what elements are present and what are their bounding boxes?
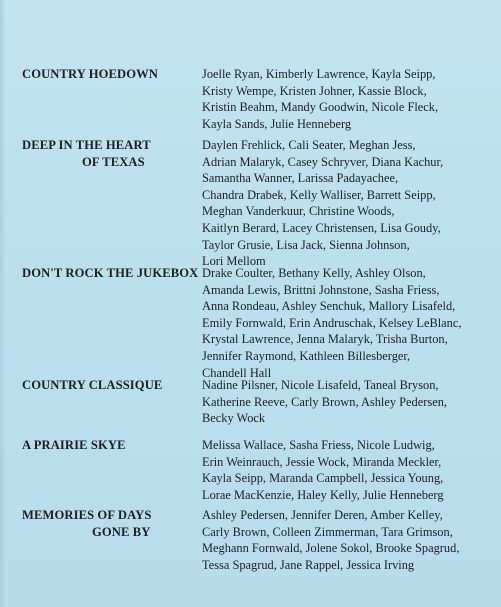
performer-line: Carly Brown, Colleen Zimmerman, Tara Grimson, xyxy=(202,524,453,539)
section-title-line: GONE BY xyxy=(92,525,151,539)
performer-line: Meghan Vanderkuur, Christine Woods, xyxy=(202,204,395,219)
performer-line: Melissa Wallace, Sasha Friess, Nicole Ludwig, xyxy=(202,438,435,452)
performer-line: Ashley Pedersen, Jennifer Deren, Amber Kelley, xyxy=(202,508,443,522)
performer-line: Emily Fornwald, Erin Andruschak, Kelsey LeBlanc, xyxy=(202,315,462,330)
performer-line: Jennifer Raymond, Kathleen Billesberger, xyxy=(202,348,411,363)
performer-line: Meghann Fornwald, Jolene Sokol, Brooke Spagrud, xyxy=(202,541,460,556)
performer-line: Kayla Sands, Julie Henneberg xyxy=(202,116,352,131)
performer-line: Krystal Lawrence, Jenna Malaryk, Trisha Burton, xyxy=(202,332,448,347)
section-title xyxy=(22,437,202,454)
performer-line: Kayla Seipp, Maranda Campbell, Jessica Young, xyxy=(202,471,444,486)
performer-line: Samantha Wanner, Larissa Padayachee, xyxy=(202,171,399,186)
performer-line: Katherine Reeve, Carly Brown, Ashley Pedersen, xyxy=(202,394,447,409)
performer-list xyxy=(202,265,492,381)
section-title xyxy=(22,66,202,83)
section-title-line: COUNTRY CLASSIQUE xyxy=(22,378,163,392)
section-title-line: DON'T ROCK THE JUKEBOX xyxy=(22,266,199,280)
performer-line: Chandra Drabek, Kelly Walliser, Barrett Seipp, xyxy=(202,187,436,202)
performer-line: Lori Mellom xyxy=(202,254,266,269)
section-title-line: A PRAIRIE SKYE xyxy=(22,438,126,452)
performer-line: Kristy Wempe, Kristen Johner, Kassie Block, xyxy=(202,83,427,98)
section-title-line: MEMORIES OF DAYS xyxy=(22,508,152,522)
section-title xyxy=(22,377,202,394)
performer-line: Erin Weinrauch, Jessie Wock, Miranda Meckler, xyxy=(202,454,442,469)
performer-line: Kristin Beahm, Mandy Goodwin, Nicole Fleck, xyxy=(202,100,439,115)
performer-line: Taylor Grusie, Lisa Jack, Sienna Johnson, xyxy=(202,237,410,252)
performer-line: Daylen Frehlick, Cali Seater, Meghan Jess, xyxy=(202,138,416,152)
section-title-line: COUNTRY HOEDOWN xyxy=(22,67,158,81)
performer-line: Drake Coulter, Bethany Kelly, Ashley Olson, xyxy=(202,266,426,280)
performer-list xyxy=(202,507,492,573)
section-title-line: OF TEXAS xyxy=(82,155,145,169)
section-title xyxy=(22,265,202,282)
section-title-line: DEEP IN THE HEART xyxy=(22,138,151,152)
performer-list xyxy=(202,66,492,132)
performer-list xyxy=(202,137,492,270)
performer-line: Amanda Lewis, Brittni Johnstone, Sasha Friess, xyxy=(202,282,440,297)
performer-line: Becky Wock xyxy=(202,411,266,426)
performer-line: Lorae MacKenzie, Haley Kelly, Julie Henneberg xyxy=(202,487,444,502)
performer-list xyxy=(202,377,492,427)
performer-line: Kaitlyn Berard, Lacey Christensen, Lisa Goudy, xyxy=(202,220,441,235)
section-title xyxy=(22,137,202,171)
performer-line: Adrian Malaryk, Casey Schryver, Diana Kachur, xyxy=(202,154,444,169)
performer-line: Tessa Spagrud, Jane Rappel, Jessica Irving xyxy=(202,557,415,572)
performer-line: Nadine Pilsner, Nicole Lisafeld, Taneal Bryson, xyxy=(202,378,439,392)
performer-line: Joelle Ryan, Kimberly Lawrence, Kayla Seipp, xyxy=(202,67,436,81)
performer-line: Anna Rondeau, Ashley Senchuk, Mallory Lisafeld, xyxy=(202,299,456,314)
performer-list xyxy=(202,437,492,503)
page-edge-shadow xyxy=(0,0,6,607)
section-title xyxy=(22,507,202,541)
performer-line: Chandell Hall xyxy=(202,365,272,380)
